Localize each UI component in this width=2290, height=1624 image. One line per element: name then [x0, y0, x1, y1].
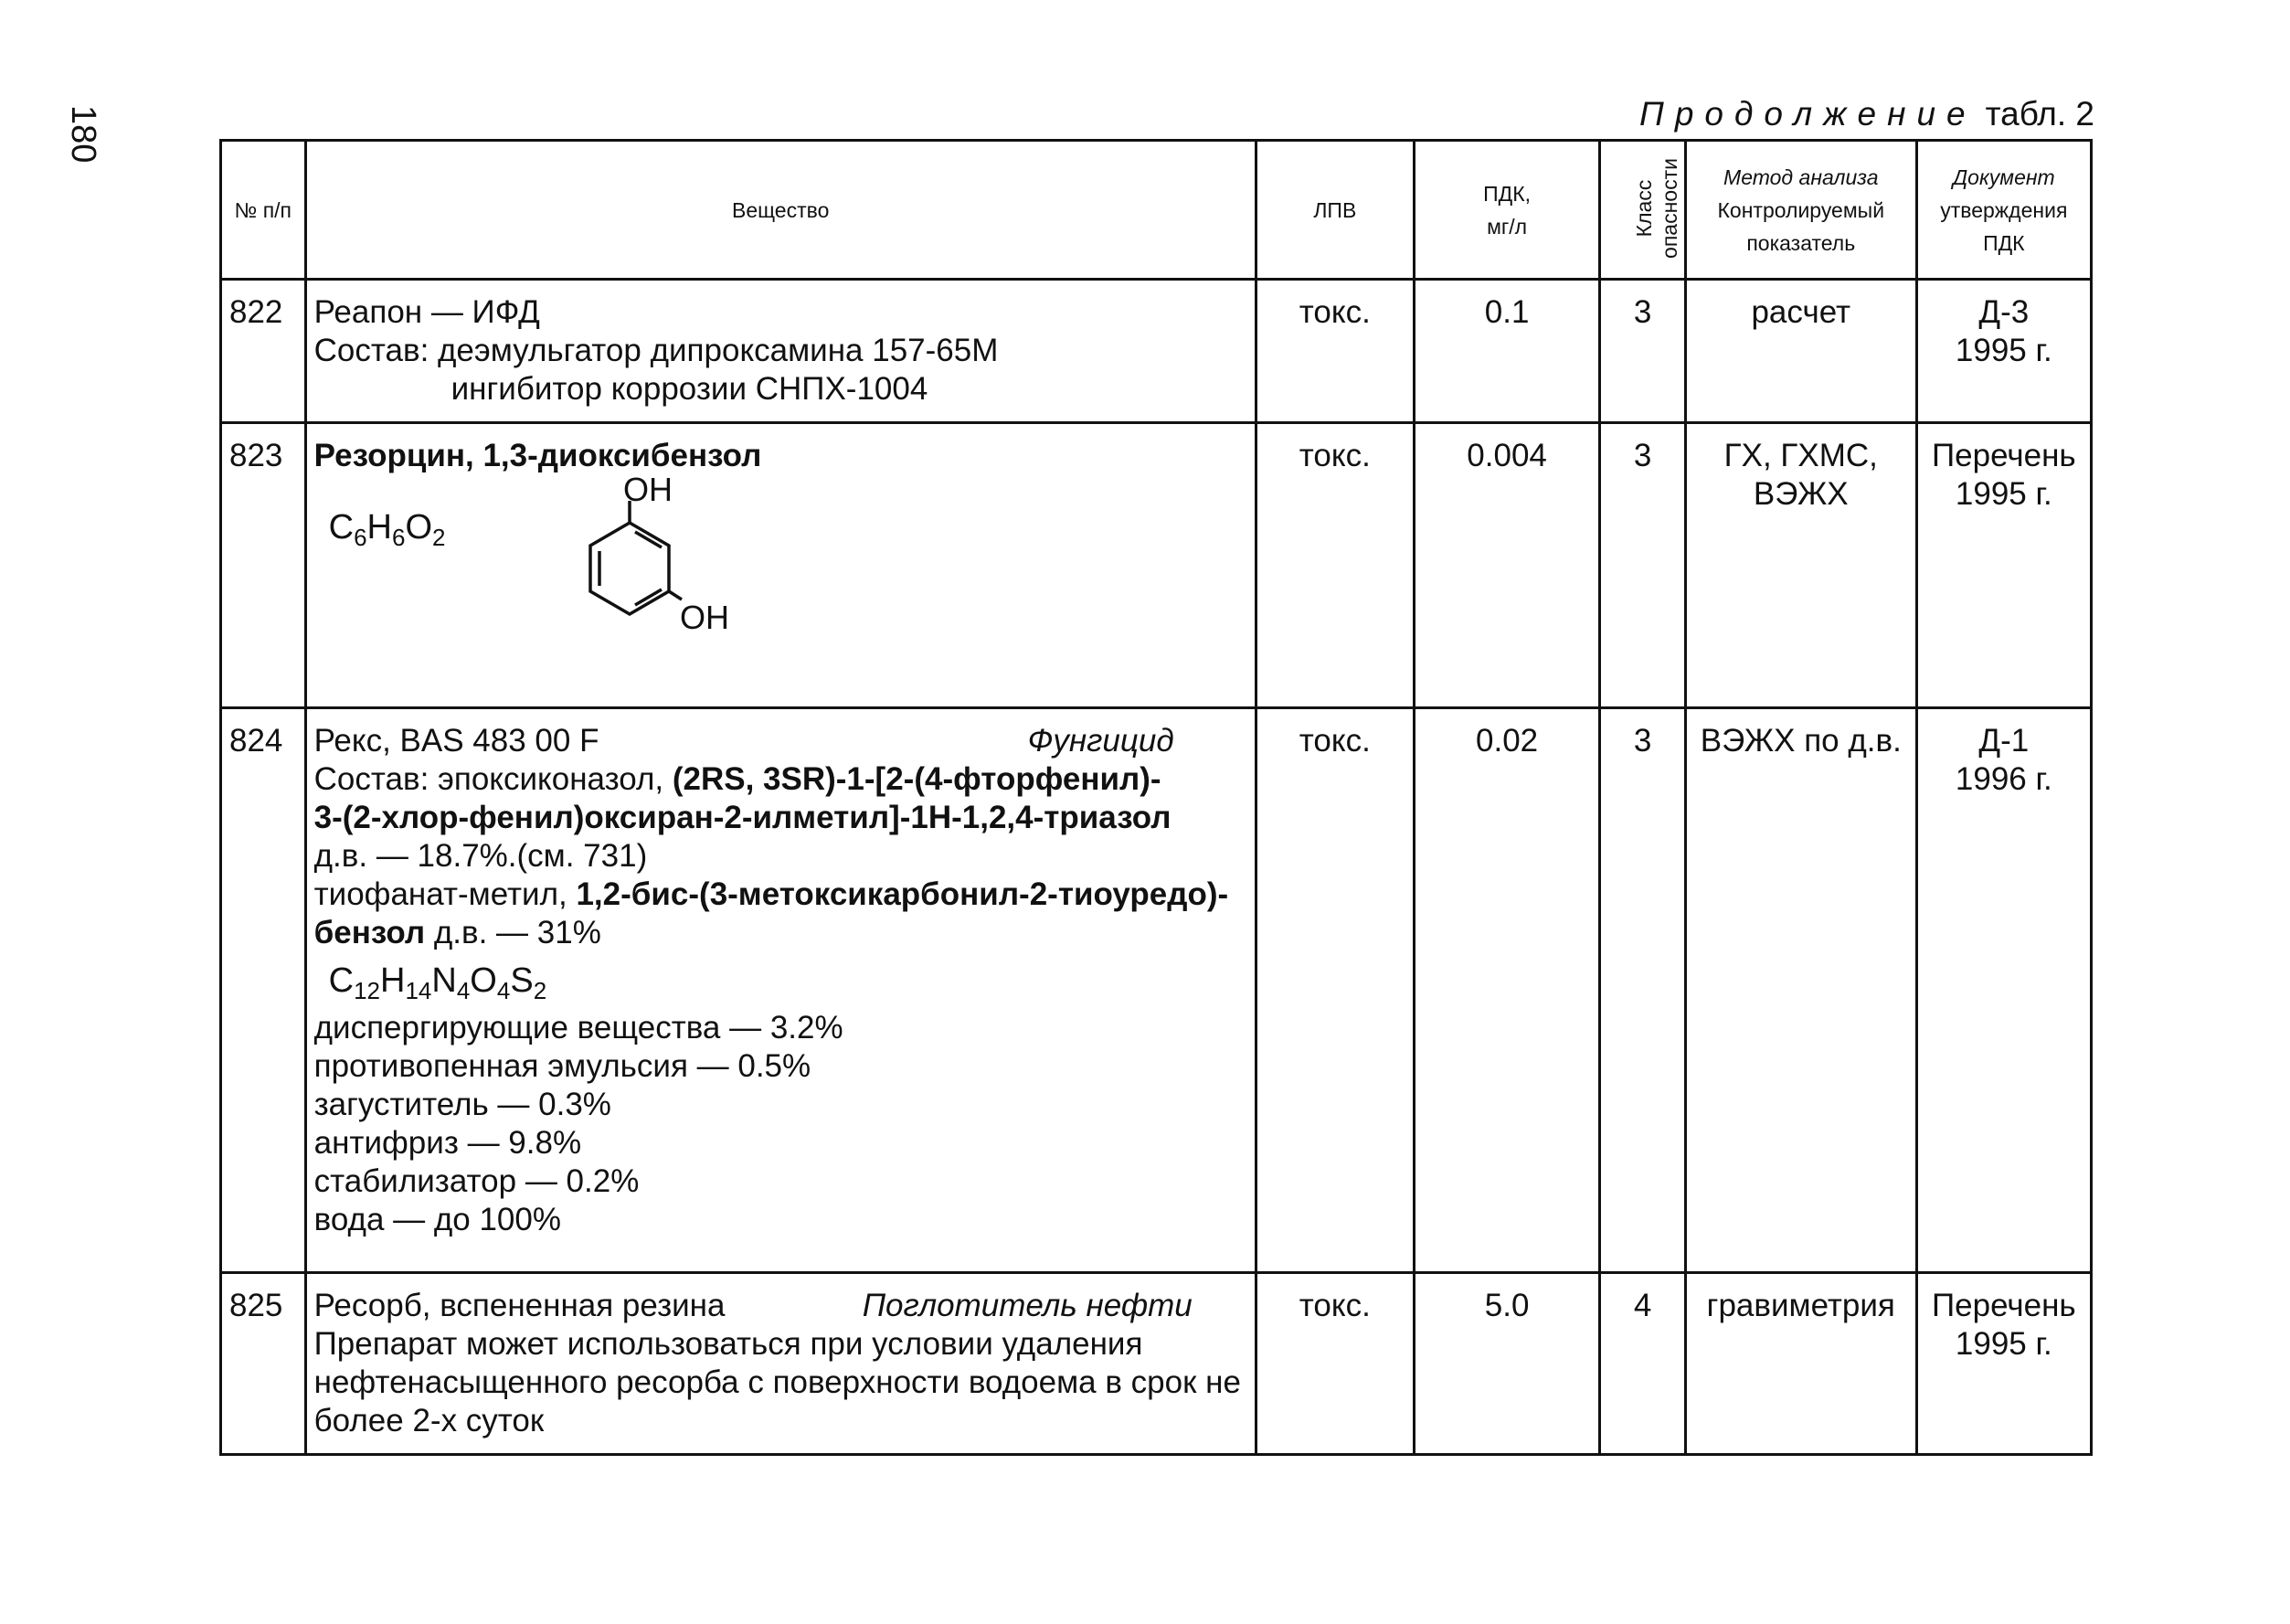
formula-element: O — [405, 508, 433, 547]
composition-line — [314, 914, 1247, 952]
header-doc-line1: Документ — [1952, 165, 2055, 189]
row-number: 824 — [221, 708, 306, 1273]
substance-cell — [305, 280, 1256, 423]
hydroxyl-label-right: OH — [679, 599, 729, 636]
extra-component: вода — до 100% — [313, 1202, 561, 1237]
composition-chemical-name: 1,2-бис-(3-метоксикарбонил-2-тиоуредо)- — [576, 876, 1229, 912]
class-cell: 3 — [1600, 280, 1686, 423]
continuation-table: табл. 2 — [1985, 95, 2094, 133]
substance-category: Фунгицид — [1027, 723, 1174, 759]
formula-element: S — [510, 961, 534, 1000]
formula-index: 12 — [354, 977, 380, 1004]
pdk-cell: 5.0 — [1414, 1273, 1599, 1455]
resorcinol-structure-diagram — [543, 475, 762, 658]
method-cell: расчет — [1685, 280, 1916, 423]
header-method — [1685, 141, 1916, 280]
document-line: Д-1 — [1978, 723, 2030, 759]
header-method-line3: показатель — [1746, 230, 1856, 255]
description-line: Препарат может использоваться при условии удаления — [313, 1326, 1143, 1362]
formula-element: C — [328, 961, 355, 1000]
document-cell — [1916, 280, 2091, 423]
substance-name: Ресорб, вспененная резина — [313, 1288, 726, 1323]
lpv-cell: токс. — [1256, 423, 1414, 708]
header-pdk-line2: мг/л — [1487, 214, 1528, 239]
table-row — [221, 280, 2092, 423]
composition-dose: д.в. — 31% — [425, 915, 601, 950]
benzene-ring — [590, 523, 669, 614]
header-substance: Вещество — [305, 141, 1256, 280]
extra-component: антифриз — 9.8% — [313, 1125, 582, 1161]
method-line: ГХ, ГХМС, — [1723, 438, 1878, 473]
table-continuation-label — [1639, 95, 2094, 133]
substance-cell — [305, 708, 1256, 1273]
lpv-cell: токс. — [1256, 1273, 1414, 1455]
header-pdk — [1414, 141, 1599, 280]
composition-line: Состав: деэмульгатор дипроксамина 157-65М — [313, 333, 999, 368]
lpv-cell: токс. — [1256, 708, 1414, 1273]
page-number: 180 — [64, 105, 102, 164]
composition-line — [314, 760, 1247, 799]
continuation-word: Продолжение — [1639, 95, 1977, 133]
row-number: 825 — [221, 1273, 306, 1455]
formula-index: 4 — [456, 977, 471, 1004]
header-lpv: ЛПВ — [1256, 141, 1414, 280]
chemical-formula — [314, 961, 1247, 1004]
class-cell: 3 — [1600, 423, 1686, 708]
formula-element: O — [470, 961, 497, 1000]
composition-prefix: тиофанат-метил, — [313, 876, 577, 912]
composition-chemical-name: 3-(2-хлор-фенил)оксиран-2-илметил]-1Н-1,2,4-триазол — [313, 800, 1172, 835]
header-class-line2: опасности — [1658, 157, 1682, 259]
composition-dose: д.в. — 18.7%.(см. 731) — [313, 838, 648, 874]
pdk-cell: 0.02 — [1414, 708, 1599, 1273]
extra-component: диспергирующие вещества — 3.2% — [313, 1010, 843, 1046]
method-cell: гравиметрия — [1685, 1273, 1916, 1455]
composition-chemical-name: (2RS, 3SR)-1-[2-(4-фторфенил)- — [672, 761, 1161, 797]
chemical-formula — [328, 508, 446, 551]
document-line: 1995 г. — [1955, 1326, 2052, 1362]
row-number: 822 — [221, 280, 306, 423]
formula-index: 6 — [354, 524, 367, 551]
formula-index: 2 — [533, 977, 547, 1004]
method-line: ВЭЖХ — [1753, 476, 1849, 512]
extra-component: стабилизатор — 0.2% — [313, 1163, 640, 1199]
header-class — [1600, 141, 1686, 280]
substance-cell — [305, 423, 1256, 708]
formula-index: 6 — [392, 524, 406, 551]
composition-chemical-name: бензол — [313, 915, 426, 950]
lpv-cell: токс. — [1256, 280, 1414, 423]
substance-header-line — [314, 722, 1247, 760]
method-cell — [1685, 423, 1916, 708]
header-method-line2: Контролируемый — [1717, 197, 1885, 222]
row-number: 823 — [221, 423, 306, 708]
composition-prefix: Состав: эпоксиконазол, — [313, 761, 673, 797]
table-row — [221, 1273, 2092, 1455]
header-class-line1: Класс — [1632, 179, 1657, 237]
header-method-line1: Метод анализа — [1723, 165, 1879, 189]
header-num: № п/п — [221, 141, 306, 280]
pdk-cell: 0.1 — [1414, 280, 1599, 423]
document-cell — [1916, 1273, 2091, 1455]
composition-line: ингибитор коррозии СНПХ-1004 — [451, 371, 928, 407]
formula-element: H — [380, 961, 406, 1000]
formula-element: N — [431, 961, 457, 1000]
substance-name: Рекс, BAS 483 00 F — [313, 723, 599, 759]
substance-name: Резорцин, 1,3-диоксибензол — [313, 438, 762, 473]
document-cell — [1916, 708, 2091, 1273]
description-line: нефтенасыщенного ресорба с поверхности водоема в срок не — [313, 1364, 1241, 1400]
header-class-rotated — [1631, 158, 1682, 259]
substance-header-line — [314, 1287, 1247, 1325]
header-doc-line3: ПДК — [1983, 230, 2025, 255]
document-line: Перечень — [1931, 1288, 2076, 1323]
hydroxyl-label-top: OH — [622, 475, 673, 508]
document-line: 1995 г. — [1955, 476, 2052, 512]
structure-area — [314, 475, 1247, 658]
extra-component: противопенная эмульсия — 0.5% — [313, 1048, 811, 1084]
document-cell — [1916, 423, 2091, 708]
method-cell: ВЭЖХ по д.в. — [1685, 708, 1916, 1273]
document-line: Перечень — [1931, 438, 2076, 473]
substance-category: Поглотитель нефти — [862, 1288, 1193, 1323]
extra-component: загуститель — 0.3% — [313, 1087, 611, 1122]
document-line: 1995 г. — [1955, 333, 2052, 368]
formula-index: 14 — [405, 977, 432, 1004]
composition-line — [314, 876, 1247, 914]
table-row — [221, 708, 2092, 1273]
document-line: Д-3 — [1978, 294, 2030, 330]
formula-element: H — [366, 508, 392, 547]
header-doc-line2: утверждения — [1940, 197, 2068, 222]
description-line: более 2-х суток — [313, 1403, 545, 1438]
substance-name: Реапон — ИФД — [313, 294, 540, 330]
formula-index: 2 — [432, 524, 446, 551]
pdk-cell: 0.004 — [1414, 423, 1599, 708]
formula-index: 4 — [496, 977, 511, 1004]
formula-element: C — [328, 508, 355, 547]
class-cell: 4 — [1600, 1273, 1686, 1455]
header-row — [221, 141, 2092, 280]
substance-cell — [305, 1273, 1256, 1455]
substances-table — [219, 139, 2093, 1456]
table-row — [221, 423, 2092, 708]
header-pdk-line1: ПДК, — [1483, 181, 1532, 206]
document-line: 1996 г. — [1955, 761, 2052, 797]
class-cell: 3 — [1600, 708, 1686, 1273]
header-document — [1916, 141, 2091, 280]
